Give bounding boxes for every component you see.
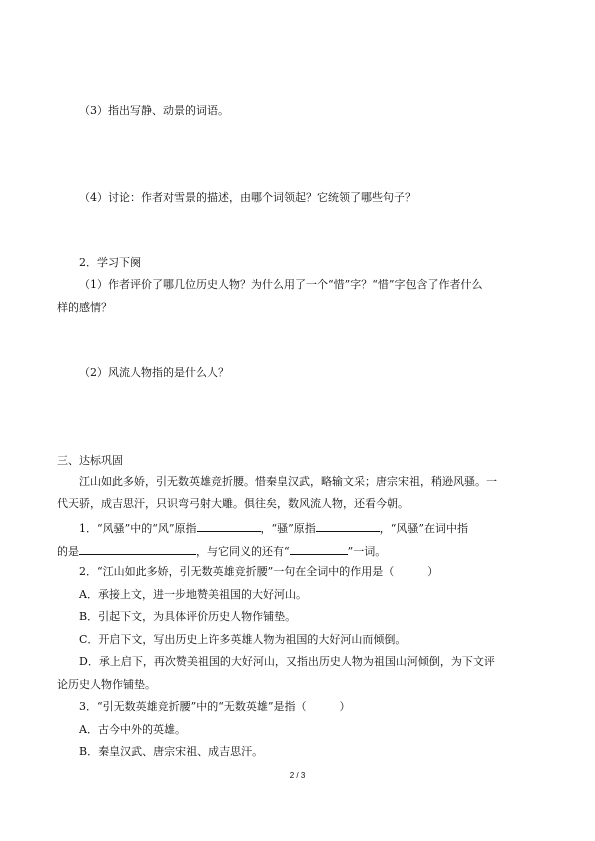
- exercise-1-text-e: ，与它同义的还有“: [196, 545, 290, 558]
- exercise-1-text-f: ”一词。: [347, 545, 387, 558]
- exercise-1-text-c: ，“风骚”在词中指: [379, 522, 468, 535]
- part-2-question-2: （2）风流人物指的是什么人？: [79, 366, 229, 379]
- exercise-2-option-c: C．开启下文，写出历史上许多英雄人物为祖国的大好河山而倾倒。: [79, 633, 407, 646]
- question-4-snow-scene: （4）讨论：作者对雪景的描述，由哪个词领起？它统领了哪些句子？: [79, 191, 416, 204]
- exercise-2-option-d-line-1: D．承上启下，再次赞美祖国的大好河山，又指出历史人物为祖国山河倾倒，为下文评: [79, 655, 495, 668]
- blank-sao-meaning[interactable]: [316, 520, 380, 532]
- exercise-1-line-1: [79, 520, 468, 536]
- poem-excerpt-line-2: 代天骄，成吉思汗，只识弯弓射大雕。俱往矣，数风流人物，还看今朝。: [57, 497, 409, 510]
- part-2-title: 2．学习下阕: [79, 256, 141, 269]
- exercise-1-text-a: 1．“风骚”中的“风”原指: [79, 522, 197, 535]
- section-3-title: 三、达标巩固: [57, 454, 123, 467]
- exercise-3-question: 3．“引无数英雄竞折腰”中的“无数英雄”是指（ ）: [79, 700, 351, 713]
- exercise-2-option-b: B．引起下文，为具体评价历史人物作铺垫。: [79, 610, 297, 623]
- part-2-question-1-line-1: （1）作者评价了哪几位历史人物？为什么用了一个“惜”字？“惜”字包含了作者什么: [79, 278, 483, 291]
- exercise-1-text-d: 的是: [57, 545, 79, 558]
- exercise-3-option-b: B．秦皇汉武、唐宗宋祖、成吉思汗。: [79, 745, 264, 758]
- exercise-1-text-b: ，“骚”原指: [260, 522, 316, 535]
- exercise-2-option-d-line-2: 论历史人物作铺垫。: [57, 678, 156, 691]
- question-3-static-dynamic: （3）指出写静、动景的词语。: [79, 104, 229, 117]
- poem-excerpt-line-1: 江山如此多娇，引无数英雄竞折腰。惜秦皇汉武，略输文采；唐宗宋祖，稍逊风骚。一: [79, 475, 497, 488]
- part-2-question-1-line-2: 样的感情？: [57, 301, 112, 314]
- blank-synonym[interactable]: [290, 543, 348, 555]
- exercise-2-option-a: A．承接上文，进一步地赞美祖国的大好河山。: [79, 588, 307, 601]
- exercise-1-line-2: [57, 543, 386, 559]
- exercise-3-option-a: A．古今中外的英雄。: [79, 723, 186, 736]
- page-number: 2 / 3: [289, 771, 306, 780]
- blank-feng-meaning[interactable]: [197, 520, 261, 532]
- blank-fengsao-in-poem[interactable]: [79, 543, 196, 555]
- exercise-2-question: 2．“江山如此多娇，引无数英雄竞折腰”一句在全词中的作用是（ ）: [79, 565, 439, 578]
